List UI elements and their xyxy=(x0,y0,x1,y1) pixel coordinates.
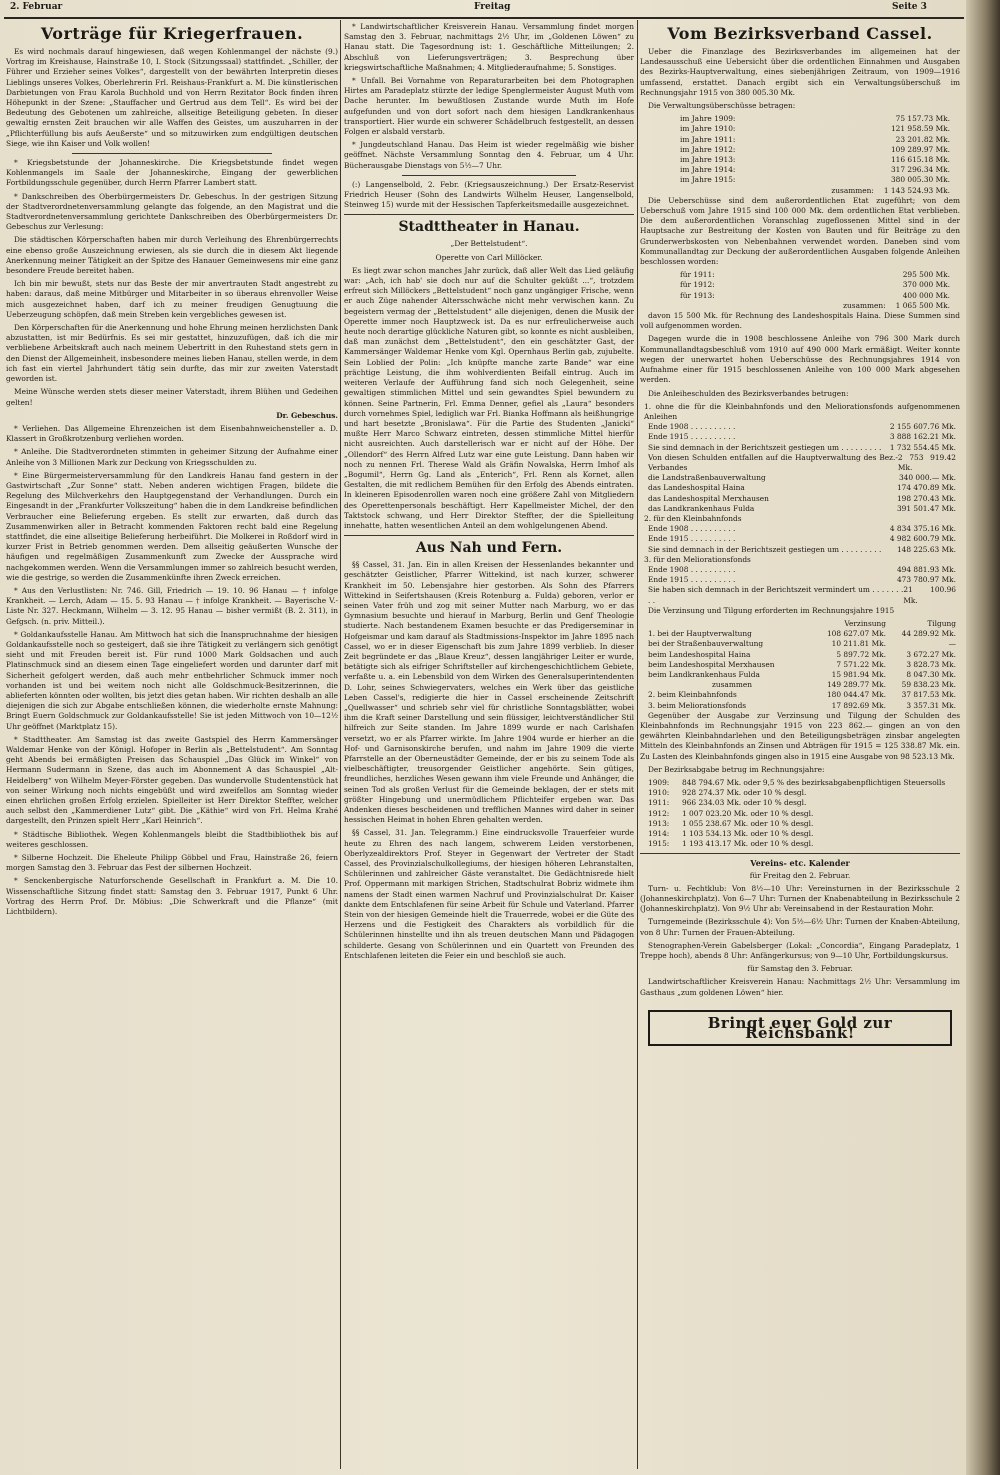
article-paragraph: Der Bezirksabgabe betrug im Rechnungsjahre: xyxy=(648,764,825,774)
table-row xyxy=(640,280,960,290)
row-label: im Jahre 1914: xyxy=(680,165,736,175)
table-row xyxy=(640,473,960,483)
row-year: 1915: xyxy=(648,839,670,849)
section-label: 2. für den Kleinbahnfonds xyxy=(644,513,742,523)
article-subtitle: „Der Bettelstudent“. xyxy=(450,239,528,249)
table-row xyxy=(640,165,960,175)
header-page-number: Seite 3 xyxy=(892,2,927,12)
signature: Dr. Gebeschus. xyxy=(276,410,338,420)
row-year: 1911: xyxy=(648,798,670,808)
table-row xyxy=(640,145,960,155)
separator xyxy=(402,175,576,176)
article-title: Stadttheater in Hanau. xyxy=(398,219,580,236)
article-paragraph: Den Körperschaften für die Anerkennung und hohe Ehrung meinen herzlichsten Dank abzustatten, ist mir Bedürfnis. Es sei mir gestattet, hinzuzufügen, daß ich die mir verbliebene Arbeitskraft auch nach meinem Uebertritt in den Ruhestand stets gern in den Dienst der Allgemeinheit, insbesondere meines lieben Hanau, stellen werde, in dem ich fast ein viertel Jahrhundert tätig sein durfte, das mir zur zweiten Vaterstadt geworden ist. xyxy=(6,323,338,384)
cell: 3 672.27 Mk. xyxy=(906,649,956,659)
total-label: zusammen xyxy=(711,680,752,690)
table-row xyxy=(640,545,960,555)
article-paragraph: Ueber die Finanzlage des Bezirksverbandes im allgemeinen hat der Landesausschuß eine Uebersicht über die ordentlichen Einnahmen und Ausgaben des Bezirks-Hauptverwaltung, eines siebenjährigen Zeitraum, von 1909—1916 umfassend, erstattet. Danach ergibt sich ein Verwaltungsüberschuß im Rechnungsjahr 1915 von 380 005.30 Mk. xyxy=(640,47,960,97)
row-value: 116 615.18 Mk. xyxy=(890,155,950,165)
row-label: bei der Straßenbauverwaltung xyxy=(648,639,764,649)
cell: — xyxy=(948,639,956,649)
column-left xyxy=(6,22,338,1467)
table-row xyxy=(640,660,960,670)
table-row xyxy=(640,175,960,185)
cell: 59 838.23 Mk. xyxy=(901,680,956,690)
debt-table xyxy=(640,402,960,606)
table-row xyxy=(640,114,960,124)
row-value: 1 732 554.45 Mk. xyxy=(889,442,956,452)
row-value: 340 000.— Mk. xyxy=(898,473,956,483)
table-total xyxy=(640,186,960,196)
section-label: 3. für den Meliorationsfonds xyxy=(644,554,751,564)
total-value: 1 143 524.93 Mk. xyxy=(883,185,950,195)
table-row xyxy=(640,422,960,432)
row-label: das Landkrankenhaus Fulda xyxy=(648,503,755,513)
table-row xyxy=(640,650,960,660)
row-value: 494 881.93 Mk. xyxy=(896,564,956,574)
row-label: im Jahre 1911: xyxy=(680,134,736,144)
row-label: beim Landeshospital Haina xyxy=(648,649,751,659)
row-label: 1. bei der Hauptverwaltung xyxy=(648,629,752,639)
table-row xyxy=(640,575,960,585)
row-value: 23 201.82 Mk. xyxy=(895,134,950,144)
calendar-title: Vereins- etc. Kalender xyxy=(750,858,850,869)
article-paragraph: * Verliehen. Das Allgemeine Ehrenzeichen ist dem Eisenbahnweichensteller a. D. Klassert in Großkrotzenburg verliehen worden. xyxy=(6,423,338,444)
header-date: 2. Februar xyxy=(10,2,63,12)
article-title: Aus Nah und Fern. xyxy=(415,540,563,557)
article-paragraph: * Senckenbergische Naturforschende Gesellschaft in Frankfurt a. M. Die 10. Wissenschaftliche Sitzung findet statt: Samstag den 3. Februar 1917, Punkt 6 Uhr. Vortrag des Herrn Prof. Dr. Möbius: „Die Schwerkraft und die Pflanze“ (mit Lichtbildern). xyxy=(6,876,338,917)
article-paragraph: * Eine Bürgermeisterversammlung für den Landkreis Hanau fand gestern in der Gastwirtschaft „Zur Sonne“ statt. Neben anderen wichtigen Fragen, bildete die Regelung des Milchverkehrs den Hauptgegenstand der Verhandlungen. Durch ein Eingesandt in der „Frankfurter Volkszeitung“ haben die in dem Landkreise befindlichen Verbraucher eine Belieferung ergeben. Es stellt zur erwarten, daß durch das Zusammenwirken aller in Betracht kommenden Faktoren recht bald eine Regelung stattfindet, die eine allseitige Belieferung herbeiführt. Die Molkerei in Roßdorf wird in kurzer Frist in Betrieb genommen werden. Dem allseitig geäußerten Wunsche der häufigen und regelmäßigen Zusammenkunft zum Zwecke der Aussprache wird nachgekommen werden. Wenn die Versammlungen immer so zahlreich besucht werden, wie die gestrige, so werden die Zusammenkünfte ihren Zweck erreichen. xyxy=(6,470,338,582)
row-label: 2. beim Kleinbahnfonds xyxy=(648,690,737,700)
cell: 3 828.73 Mk. xyxy=(906,659,956,669)
row-label: das Landeshospital Merxhausen xyxy=(648,493,769,503)
separator xyxy=(640,853,960,854)
cell: 15 981.94 Mk. xyxy=(831,669,886,679)
article-paragraph: Die Verwaltungsüberschüsse betragen: xyxy=(648,101,796,111)
table-row xyxy=(640,270,960,280)
cell: 8 047.30 Mk. xyxy=(906,669,956,679)
row-label: beim Landeshospital Merxhausen xyxy=(648,659,775,669)
row-label: für 1913: xyxy=(680,290,715,300)
calendar-entry: Turngemeinde (Bezirksschule 4): Von 5½—6½ Uhr: Turnen der Knaben-Abteilung, von 8 Uhr: Turnen der Frauen-Abteilung. xyxy=(640,917,960,937)
row-value: 1 055 238.67 Mk. oder 10 % desgl. xyxy=(682,818,814,828)
row-value: 121 958.59 Mk. xyxy=(890,124,950,134)
page-header xyxy=(4,0,964,16)
total-label: zusammen: xyxy=(843,300,886,310)
row-value: 2 753 919.42 Mk. xyxy=(897,452,956,472)
book-binding-edge xyxy=(966,0,1000,1475)
row-value: 473 780.97 Mk. xyxy=(896,575,956,585)
article-paragraph: * Dankschreiben des Oberbürgermeisters Dr. Gebeschus. In der gestrigen Sitzung der Stadtverordnetenversammlung gelangte das folgende, an den Magistrat und die Stadtverordnetenversammlung gerichtete Dankschreiben des Oberbürgermeisters Dr. Gebeschus zur Verlesung: xyxy=(6,191,338,232)
cell: 7 571.22 Mk. xyxy=(836,659,886,669)
article-paragraph: * Goldankaufsstelle Hanau. Am Mittwoch hat sich die Inanspruchnahme der hiesigen Goldankaufsstelle noch so gesteigert, daß sie ihre Tätigkeit zu verlängern sich genötigt sieht und mit Freuden bereit ist. Für rund 1000 Mark Goldsachen und auch Platinschmuck sind an diesem einen Tage eingeliefert worden und darunter darf mit Sicherheit gefolgert werden, daß auch mehr entbehrlicher Schmuck immer noch vorhanden ist und bei weitem noch nicht alle Goldschmuck-Besitzerinnen, die ablieferten könnten oder wollten, bis jetzt dies getan haben. Wir richten deshalb an alle diejenigen die sich zur Abgabe entschließen können, die wiederholte ernste Mahnung: Bringt Euern Goldschmuck zur Goldankaufsstelle! Sie ist jeden Mittwoch von 10—12½ Uhr geöffnet (Marktplatz 15). xyxy=(6,629,338,731)
total-label: zusammen: xyxy=(831,185,874,195)
row-value: 380 005.30 Mk. xyxy=(890,175,950,185)
row-label: Ende 1915 . . . . . . . . . . xyxy=(648,575,736,585)
article-title: Vorträge für Kriegerfrauen. xyxy=(40,24,304,43)
table-total xyxy=(640,301,960,311)
column-header: Tilgung xyxy=(927,618,956,628)
calendar-entry: Landwirtschaftlicher Kreisverein Hanau: Nachmittags 2½ Uhr: Versammlung im Gasthaus „zum goldenen Löwen“ hier. xyxy=(640,977,960,997)
row-value: 198 270.43 Mk. xyxy=(896,493,956,503)
cell: 44 289.92 Mk. xyxy=(901,629,956,639)
table-row xyxy=(640,155,960,165)
row-value: 148 225.63 Mk. xyxy=(896,544,956,554)
row-value: 4 834 375.16 Mk. xyxy=(889,524,956,534)
table-row xyxy=(640,788,960,798)
row-value: 1 103 534.13 Mk. oder 10 % desgl. xyxy=(682,829,814,839)
row-label: für 1912: xyxy=(680,280,715,290)
row-value: 400 000 Mk. xyxy=(902,290,950,300)
cell: 108 627.07 Mk. xyxy=(826,629,886,639)
cell: 149 289.77 Mk. xyxy=(826,680,886,690)
row-label: das Landeshospital Haina xyxy=(648,483,745,493)
row-label: im Jahre 1909: xyxy=(680,114,736,124)
table-row xyxy=(640,524,960,534)
row-value: 966 234.03 Mk. oder 10 % desgl. xyxy=(682,798,807,808)
article-paragraph: * Städtische Bibliothek. Wegen Kohlenmangels bleibt die Stadtbibliothek bis auf weiteres geschlossen. xyxy=(6,829,338,849)
article-paragraph: Die städtischen Körperschaften haben mir durch Verleihung des Ehrenbürgerrechts eine ebenso große Auszeichnung erwiesen, als sie durch die in diesem Akt liegende Anerkennung meiner Tätigkeit an der Spitze des Hanauer Gemeinwesens mir eine ganz besondere Freude bereitet haben. xyxy=(6,235,338,276)
row-value: 2 155 607.76 Mk. xyxy=(889,422,956,432)
cell: 3 357.31 Mk. xyxy=(906,700,956,710)
separator xyxy=(344,535,634,536)
row-label: Ende 1908 . . . . . . . . . . xyxy=(648,422,736,432)
article-paragraph: Es wird nochmals darauf hingewiesen, daß wegen Kohlenmangel der nächste (9.) Vortrag im Kreishause, Hainstraße 10, I. Stock (Sitzungssaal) stattfindet. „Schiller, der Führer und Erzieher seines Volkes“, dargestellt von der bewährten Interpretin dieses Lieblings unseres Volkes, Oberlehrerin Frl. Reishaus-Frankfurt a. M. Die künstlerischen Darbietungen von Frau Karola Buchhold und von Herrn Rezitator Bock finden ihren Höhepunkt in der Szene: „Stauffacher und Gertrud aus dem Tell“. Es wird bei der Bedeutung des Gebotenen um zahlreiche, allseitige Beteiligung gebeten. In dieser gewaltig ernsten Zeit brauchen wir alle Waffen des Geistes, um auszuharren in der „Pflichterfüllung bis aufs Aeußerste“ und so mitzuwirken zum endgültigen deutschen Siege, wie ihn Kaiser und Volk wollen! xyxy=(6,47,338,148)
calendar-date: für Samstag den 3. Februar. xyxy=(747,964,853,974)
table-row xyxy=(640,432,960,442)
table-row xyxy=(640,829,960,839)
row-value: 391 501.47 Mk. xyxy=(896,503,956,513)
table-total xyxy=(640,680,960,690)
article-paragraph: §§ Cassel, 31. Jan. Telegramm.) Eine eindrucksvolle Trauerfeier wurde heute zu Ehren des nach langem, schwerem Leiden verstorbenen, Oberlyzealdirektors Prof. Steyer in Gegenwart der Vertreter der Stadt Cassel, des Provinzialschulkollegiums, der hiesigen höheren Lehranstalten, Schülerinnen und zahlreicher Gäste veranstaltet. Die Gedächtnisrede hielt Prof. Oppermann mit markigen Strichen, Stadtschulrat Bobriz widmete ihm namens der Stadt einen warmen Nachruf und Provinzialschulrat Dr. Kaiser dankte dem Entschlafenen für seine Arbeit für Schule und Vaterland. Pfarrer Stein von der hiesigen Gemeinde hielt die Trauerrede, wobei er die Güte des Herzens und die Festigkeit des Charakters als vorbildlich für die Schülerinnen hinstellte und ihn als treuen deutschen Mann und Pädagogen schilderte. Gesang von Schülerinnen und ein Quartett von Freunden des Entschlafenen leiteten die Feier ein und beschloß sie auch. xyxy=(344,828,634,960)
article-paragraph: davon 15 500 Mk. für Rechnung des Landeshospitals Haina. Diese Summen sind voll aufgenommen worden. xyxy=(640,311,960,331)
surplus-table xyxy=(640,114,960,196)
row-value: 4 982 600.79 Mk. xyxy=(889,534,956,544)
row-value: 295 500 Mk. xyxy=(902,270,950,280)
row-year: 1909: xyxy=(648,778,670,788)
row-value: 174 470.89 Mk. xyxy=(896,483,956,493)
article-paragraph: Die Ueberschüsse sind dem außerordentlichen Etat zugeführt; von dem Ueberschuß vom Jahre 1915 sind 100 000 Mk. dem ordentlichen Etat verblieben. Die dem außerordentlichen Voranschlag zugeflossenen Mittel sind in der Hauptsache zur Bestreitung der Kosten von Bauten und für Beiträge zu den Grunderwerbskosten von Nebenbahnen verwendet worden. Daneben sind vom Kommunallandtag zur Deckung der außerordentlichen Ausgaben folgende Anleihen beschlossen worden: xyxy=(640,195,960,267)
interest-table xyxy=(640,619,960,711)
row-label: Ende 1908 . . . . . . . . . . xyxy=(648,564,736,574)
article-paragraph: Es liegt zwar schon manches Jahr zurück, daß aller Welt das Lied geläufig war: „Ach, ich hab' sie doch nur auf die Schulter geküßt ...“, trotzdem erfreut sich Millöckers „Bettelstudent“ noch ganz ungängiger Frische, wenn er auch Züge nahender Altersschwäche nicht mehr verwischen kann. Zu begeistern vermag der „Bettelstudent“ alle diejenigen, denen die Musik der Operette immer noch Hauptzweck ist. Da es nur erfreulicherweise auch heute noch derartige glückliche Naturen gibt, so konnte es nicht ausbleiben, daß man zunächst dem „Bettelstudent“, den ein geschätzter Gast, der Kammersänger Waldemar Henke vom Kgl. Opernhaus Berlin gab, zujubelte. Sein Loblied der Polin: „Ich knüpfte manche zarte Bande“ war eine prächtige Leistung, die ihm wohlverdienten Beifall eintrug. Auch im weiteren Verlaufe der Aufführung fand sich noch Gelegenheit, seine gewaltigen stimmlichen Mittel und sein gewandtes Spiel bewundern zu können. Seine Partnerin, Frl. Emma Denner, gefiel als „Laura“ besonders durch vornehmes Spiel, lediglich war Frl. Bianka Hoffmann als heißhungrige und hart besetzte „Bronislawa“. Für die Partie des Studenten „Janicki“ mußte Herr Marco Schwarz eintreten, dessen stimmliche Mittel hierfür nicht ausreichten. Auch darstellerisch war er nicht auf der Höhe. Der „Ollendorf“ des Herrn Alfred Lutz war eine gute Leistung. Dann haben wir noch zu nennen Frl. Therese Wald als Gräfin Nowalska, Herrn Imhof als „Bogumil“, Herrn Gg. Land als „Enterich“, Frl. Renn als Kornet, allen Gestalten, die mit redlichem Bemühen für den Erfolg des Abends eintraten. In kleineren Episodenrollen waren noch eine größere Zahl von Mitgliedern des Operettenpersonals beschäftigt. Herr Kapellmeister Michel, der den Taktstock schwang, und Herr Direktor Steffter, der die Spielleitung innehatte, hatten wesentlichen Anteil an dem wohlgelungenen Abend. xyxy=(344,265,634,530)
table-row xyxy=(640,585,960,605)
row-label: Sie sind demnach in der Berichtszeit gestiegen um . . . . . . . . . xyxy=(648,442,882,452)
row-label: im Jahre 1915: xyxy=(680,175,736,185)
row-label: im Jahre 1910: xyxy=(680,124,736,134)
table-row xyxy=(640,798,960,808)
table-row xyxy=(640,124,960,134)
row-value: 928 274.37 Mk. oder 10 % desgl. xyxy=(682,788,807,798)
table-row xyxy=(640,135,960,145)
table-row xyxy=(640,494,960,504)
table-header-row xyxy=(640,619,960,629)
article-paragraph: §§ Cassel, 31. Jan. Ein in allen Kreisen der Hessenlandes bekannter und geschätzter Geistlicher, Pfarrer Wittekind, ist nach kurzer, schwerer Krankheit im 50. Lebensjahre hier gestorben. Als Sohn des Pfarrers Wittekind in Seifertshausen (Kreis Rotenburg a. Fulda) geboren, verlor er seinen Vater früh und zog mit seiner Mutter nach Marburg, wo er das Gymnasium besuchte und hierauf in Marburg, Berlin und Genf Theologie studierte. Nach bestandenem Examen besuchte er das Predigerseminar in Hofgeismar und kam darauf als Stadtmissions-Inspektor im Jahre 1895 nach Cassel, wo er in dieser Eigenschaft bis zum Jahre 1899 verblieb. In dieser Zeit begründete er das „Blaue Kreuz“, dessen langjähriger Leiter er wurde, betätigte sich als eifriger Schriftsteller auf kirchengeschichtlichem Gebiete, verfaßte u. a. ein Lebensbild von dem Wirken des Generalsuperintendenten D. Lohr, seines Schwiegervaters, welches ein Werk über das geistliche Leben Cassel's, redigierte die hier in Cassel erscheinende Zeitschrift „Quellwasser“ und schrieb sehr viel für christliche Sonntagsblätter, wobei ihm die Kraft seiner Darstellung und sein flüssiger, leichtverständlicher Stil hilfreich zur Seite standen. Im Jahre 1899 wurde er nach Carlshafen versetzt, wo er als Pfarrer wirkte. Im Jahre 1904 wurde er hierher an die Hof- und Garnisonskirche berufen, und nahm im Jahre 1909 die vierte Pfarrstelle an der Oberneustädter Gemeinde, der er bis zu seinem Tode als vielbeschäftigter, treusorgender Geistlicher angehörte. Sein gütiges, freundliches, herzliches Wesen gewann ihm viele Freunde und Anhänger, die seinen Tod als großen Verlust für die Gemeinde beklagen, der er stets mit größter Hingebung und unermüdlichem Pflichteifer ergeben war. Das Andenken dieses bescheidenen und trefflichen Mannes wird daher in seiner hessischen Heimat in hohen Ehren gehalten werden. xyxy=(344,560,634,825)
table-row xyxy=(640,443,960,453)
cell: 5 897.72 Mk. xyxy=(836,649,886,659)
row-value: 317 296.34 Mk. xyxy=(890,165,950,175)
cell: 17 892.69 Mk. xyxy=(831,700,886,710)
row-value: 75 157.73 Mk. xyxy=(895,114,950,124)
table-row xyxy=(640,690,960,700)
table-row xyxy=(640,629,960,639)
row-label: im Jahre 1913: xyxy=(680,155,736,165)
row-label: für 1911: xyxy=(680,270,715,280)
row-label: im Jahre 1912: xyxy=(680,144,736,154)
row-label: Ende 1915 . . . . . . . . . . xyxy=(648,534,736,544)
section-label: 1. ohne die für die Kleinbahnfonds und den Meliorationsfonds aufgenommenen Anleihen xyxy=(644,401,960,421)
article-paragraph: * Jungdeutschland Hanau. Das Heim ist wieder regelmäßig wie bisher geöffnet. Nächste Versammlung Sonntag den 4. Februar, um 4 Uhr. Bücherausgabe Dienstags von 5½—7 Uhr. xyxy=(344,140,634,170)
table-row xyxy=(640,778,960,788)
table-row xyxy=(640,839,960,849)
article-paragraph: * Kriegsbetstunde der Johanneskirche. Die Kriegsbetstunde findet wegen Kohlenmangels im Saale der Johanneskirche, Eingang der gewerblichen Fortbildungsschule gegenüber, durch Herrn Pfarrer Lambert statt. xyxy=(6,158,338,188)
article-paragraph: * Aus den Verlustlisten: Nr. 746. Gill, Friedrich — 19. 10. 96 Hanau — † infolge Krankheit. — Lerch, Adam — 15. 5. 93 Hanau — † infolge Krankheit. — Bayerische V.-Liste Nr. 327. Heckmann, Wilhelm — 3. 12. 95 Hanau — bisher vermißt (B. 2. 311), in Gefgsch. (n. priv. Mitteil.). xyxy=(6,585,338,626)
article-subtitle: Operette von Carl Millöcker. xyxy=(435,252,543,262)
row-year: 1914: xyxy=(648,829,670,839)
cell: 37 817.53 Mk. xyxy=(901,690,956,700)
calendar-entry: Stenographen-Verein Gabelsberger (Lokal: „Concordia“, Eingang Paradeplatz, 1 Treppe hoch), abends 8 Uhr: Anfängerkursus; von 9—10 Uhr, Fortbildungskursus. xyxy=(640,940,960,961)
row-label: Von diesen Schulden entfallen auf die Hauptverwaltung des Bez.-Verbandes xyxy=(648,452,898,472)
calendar-entry: Turn- u. Fechtklub: Von 8½—10 Uhr: Vereinsturnen in der Bezirksschule 2 (Johanneskirchplatz). Von 6—7 Uhr: Turnen der Knabenabteilung in Bezirksschule 2 (Johanneskirchplatz). Von 9½ Uhr ab: Vereinsabend in der Restauration Mohr. xyxy=(640,883,960,914)
column-middle xyxy=(344,22,634,1467)
separator xyxy=(344,214,634,215)
row-value: 1 007 023.20 Mk. oder 10 % desgl. xyxy=(682,808,814,818)
row-label: beim Landkrankenhaus Fulda xyxy=(648,669,760,679)
row-label: Ende 1915 . . . . . . . . . . xyxy=(648,432,736,442)
table-row xyxy=(640,291,960,301)
table-row xyxy=(640,639,960,649)
table-row xyxy=(640,504,960,514)
table-row xyxy=(640,453,960,473)
table-row xyxy=(640,534,960,544)
row-year: 1912: xyxy=(648,808,670,818)
column-divider xyxy=(637,20,638,1469)
levy-table xyxy=(640,778,960,849)
row-label: Sie haben sich demnach in der Berichtszeit vermindert um . . . . . . . . . xyxy=(648,585,904,605)
row-label: die Landstraßenbauverwaltung xyxy=(648,473,766,483)
article-paragraph: Ich bin mir bewußt, stets nur das Beste der mir anvertrauten Stadt angestrebt zu haben: daraus, daß meine Mitbürger und Mitarbeiter in so überaus ehrenvoller Weise mich ausgezeichnet haben, darf ich zu meiner freudigen Genugtuung die Ueberzeugung schöpfen, daß mein Streben kein vergebliches gewesen ist. xyxy=(6,279,338,319)
row-year: 1910: xyxy=(648,788,670,798)
row-year: 1913: xyxy=(648,818,670,828)
row-value: 1 193 413.17 Mk. oder 10 % desgl. xyxy=(682,839,814,849)
column-divider xyxy=(340,20,341,1469)
row-value: 848 794.67 Mk. oder 9,5 % des bezirksabgabenpflichtigen Steuersolls xyxy=(682,778,946,788)
article-paragraph: * Stadttheater. Am Samstag ist das zweite Gastspiel des Herrn Kammersänger Waldemar Henke von der Königl. Hofoper in Berlin als „Bettelstudent“. Am Sonntag geht Abends bei ermäßigten Preisen das Schauspiel „Das Glück im Winkel“ von Hermann Sudermann in Szene, das auch im Abonnement A das Schauspiel „Alt-Heidelberg“ von Wilhelm Meyer-Förster gegeben. Das wundervolle Studentenstück hat von seiner Wirkung noch nichts eingebüßt und wird zweifellos am Sonntag wieder einen ehrlichen großen Erfolg erzielen. Spielleiter ist Herr Direktor Steffter, welcher auch selbst den „Kammerdiener Lutz“ gibt. Die „Käthie“ wird von Frl. Helma Krahé dargestellt, den Prinzen spielt Herr „Karl Heinrich“. xyxy=(6,734,338,826)
table-row xyxy=(640,701,960,711)
table-row xyxy=(640,565,960,575)
article-paragraph: Gegenüber der Ausgabe zur Verzinsung und Tilgung der Schulden des Kleinbahnfonds im Rechnungsjahr 1915 von 223 862.— gingen an von den gewährten Kleinbahndarlehen und den Beteiligungsbeträgen zinsbar angelegten Mitteln des Kleinbahnfonds an Zinsen und Abträgen für 1915 = 125 338.87 Mk. ein. Zu Lasten des Kleinbahnfonds gingen also in 1915 eine Ausgabe von 98 523.13 Mk. xyxy=(640,710,960,761)
article-paragraph: * Landwirtschaftlicher Kreisverein Hanau. Versammlung findet morgen Samstag den 3. Februar, nachmittags 2½ Uhr, im „Goldenen Löwen“ zu Hanau statt. Die Tagesordnung ist: 1. Geschäftliche Mitteilungen; 2. Abschluß von Lieferungsverträgen; 3. Besprechung über kriegswirtschaftliche Maßnahmen; 4. Mitgliederaufnahme; 5. Sonstiges. xyxy=(344,22,634,72)
article-paragraph: * Anleihe. Die Stadtverordneten stimmten in geheimer Sitzung der Aufnahme einer Anleihe von 3 Millionen Mark zur Deckung von Kriegsschulden zu. xyxy=(6,447,338,467)
table-row xyxy=(640,483,960,493)
article-paragraph: * Unfall. Bei Vornahme von Reparaturarbeiten bei dem Photographen Hirtes am Paradeplatz stürzte der ledige Spenglermeister August Muth vom Dache herunter. Im bewußtlosen Zustande wurde Muth im Hofe aufgefunden und von dort sofort nach dem hiesigen Landkrankenhaus transportiert. Hier wurde ein schwerer Schädelbruch festgestellt, an dessen Folgen er alsbald verstarb. xyxy=(344,76,634,137)
header-rule xyxy=(4,17,964,19)
calendar-date: für Freitag den 2. Februar. xyxy=(749,870,851,880)
article-paragraph: Die Anleiheschulden des Bezirksverbandes betrugen: xyxy=(648,388,849,398)
cell: 10 211.81 Mk. xyxy=(831,639,886,649)
advertisement-box: Bringt euer Gold zur Reichsbank! xyxy=(648,1010,952,1046)
column-right xyxy=(640,22,960,1467)
row-value: 3 888 162.21 Mk. xyxy=(889,432,956,442)
article-paragraph: * Silberne Hochzeit. Die Eheleute Philipp Göbbel und Frau, Hainstraße 26, feiern morgen Samstag den 3. Februar das Fest der silbernen Hochzeit. xyxy=(6,853,338,873)
article-paragraph: Dagegen wurde die in 1908 beschlossene Anleihe von 796 300 Mark durch Kommunallandtagsbeschluß vom 1910 auf 490 000 Mark ermäßigt. Weiter konnte wegen der unerwartet hohen Ueberschüsse des Rechnungsjahres 1914 von Aufnahme einer für 1915 beschlossenen Anleihe von 100 000 Mark abgesehen werden. xyxy=(640,334,960,385)
row-value: 21 100.96 Mk. xyxy=(903,585,956,605)
row-label: 3. beim Meliorationsfonds xyxy=(648,700,747,710)
row-value: 370 000 Mk. xyxy=(902,280,950,290)
cell: 180 044.47 Mk. xyxy=(826,690,886,700)
loan-table xyxy=(640,270,960,311)
table-row xyxy=(640,809,960,819)
article-paragraph: Meine Wünsche werden stets dieser meiner Vaterstadt, ihrem Blühen und Gedeihen gelten! xyxy=(6,387,338,407)
article-title: Vom Bezirksverband Cassel. xyxy=(667,24,933,43)
table-row xyxy=(640,670,960,680)
column-header: Verzinsung xyxy=(844,618,886,628)
row-value: 109 289.97 Mk. xyxy=(890,144,950,154)
separator xyxy=(72,153,271,154)
article-paragraph: (:) Langenselbold, 2. Febr. (Kriegsauszeichnung.) Der Ersatz-Reservist Friedrich Heuser (Sohn des Landwirts Wilhelm Heuser, Langenselbold, Steinweg 15) wurde mit der Hessischen Tapferkeitsmedaille ausgezeichnet. xyxy=(344,179,634,210)
row-label: Sie sind demnach in der Berichtszeit gestiegen um . . . . . . . . . xyxy=(648,544,882,554)
header-weekday: Freitag xyxy=(474,2,511,12)
total-value: 1 065 500 Mk. xyxy=(895,300,950,310)
article-paragraph: Die Verzinsung und Tilgung erforderten im Rechnungsjahre 1915 xyxy=(648,605,895,615)
table-row xyxy=(640,819,960,829)
row-label: Ende 1908 . . . . . . . . . . xyxy=(648,524,736,534)
